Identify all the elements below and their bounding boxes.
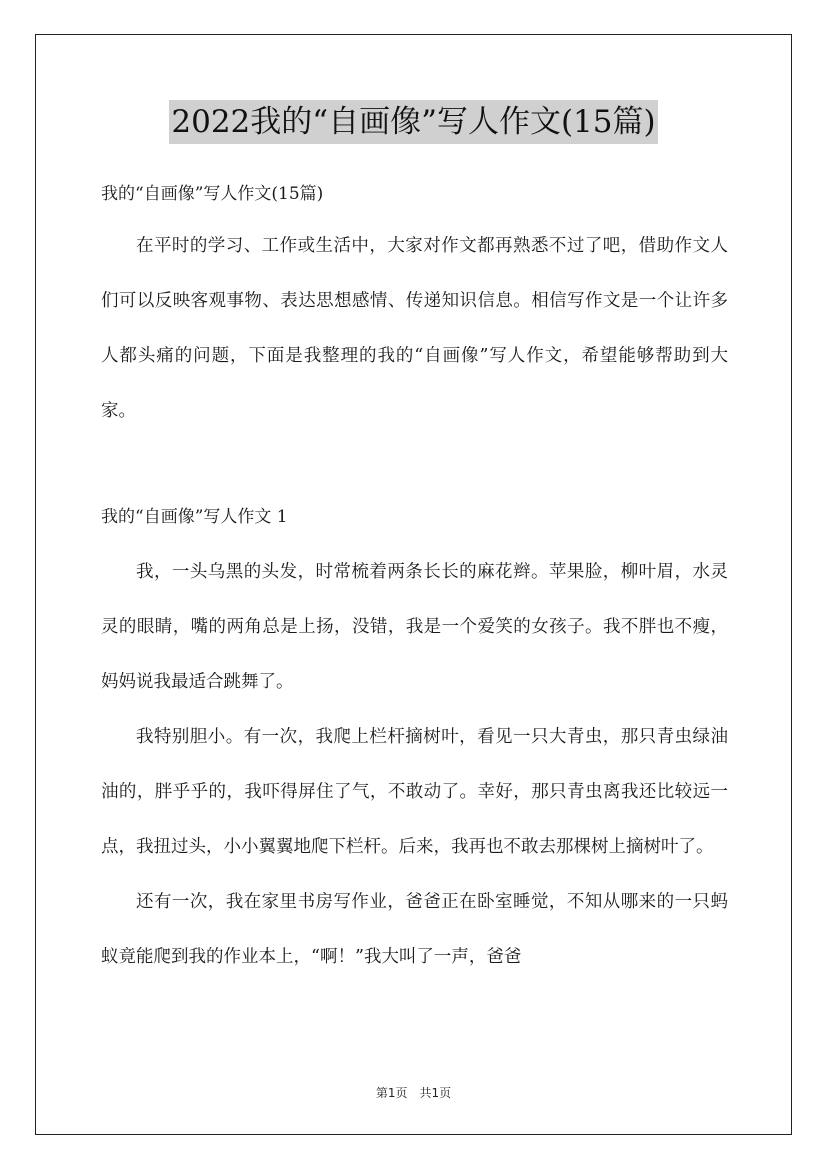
- essay-paragraph-2: 我特别胆小。有一次，我爬上栏杆摘树叶，看见一只大青虫，那只青虫绿油油的，胖乎乎的，我吓得屏住了气，不敢动了。幸好，那只青虫离我还比较远一点，我扭过头，小小翼翼地爬下栏杆。后来，我再也不敢去那棵树上摘树叶了。: [101, 727, 728, 857]
- section-heading: 我的“自画像”写人作文 1: [101, 507, 288, 527]
- essay-body: [101, 545, 728, 985]
- essay-paragraph-1: 我，一头乌黑的头发，时常梳着两条长长的麻花辫。苹果脸，柳叶眉，水灵灵的眼睛，嘴的两角总是上扬，没错，我是一个爱笑的女孩子。我不胖也不瘦，妈妈说我最适合跳舞了。: [101, 562, 728, 692]
- title-container: [0, 100, 827, 144]
- page-footer: 第1页 共1页: [375, 1086, 452, 1100]
- intro-paragraph: 在平时的学习、工作或生活中，大家对作文都再熟悉不过了吧，借助作文人们可以反映客观事物、表达思想感情、传递知识信息。相信写作文是一个让许多人都头痛的问题，下面是我整理的我的“自画像”写人作文，希望能够帮助到大家。: [101, 236, 728, 421]
- intro-block: [101, 219, 728, 439]
- document-subtitle: 我的“自画像”写人作文(15篇): [101, 184, 324, 204]
- document-title: 2022我的“自画像”写人作文(15篇): [169, 100, 657, 144]
- essay-paragraph-3: 还有一次，我在家里书房写作业，爸爸正在卧室睡觉，不知从哪来的一只蚂蚁竟能爬到我的作业本上，“啊！”我大叫了一声，爸爸: [101, 892, 728, 967]
